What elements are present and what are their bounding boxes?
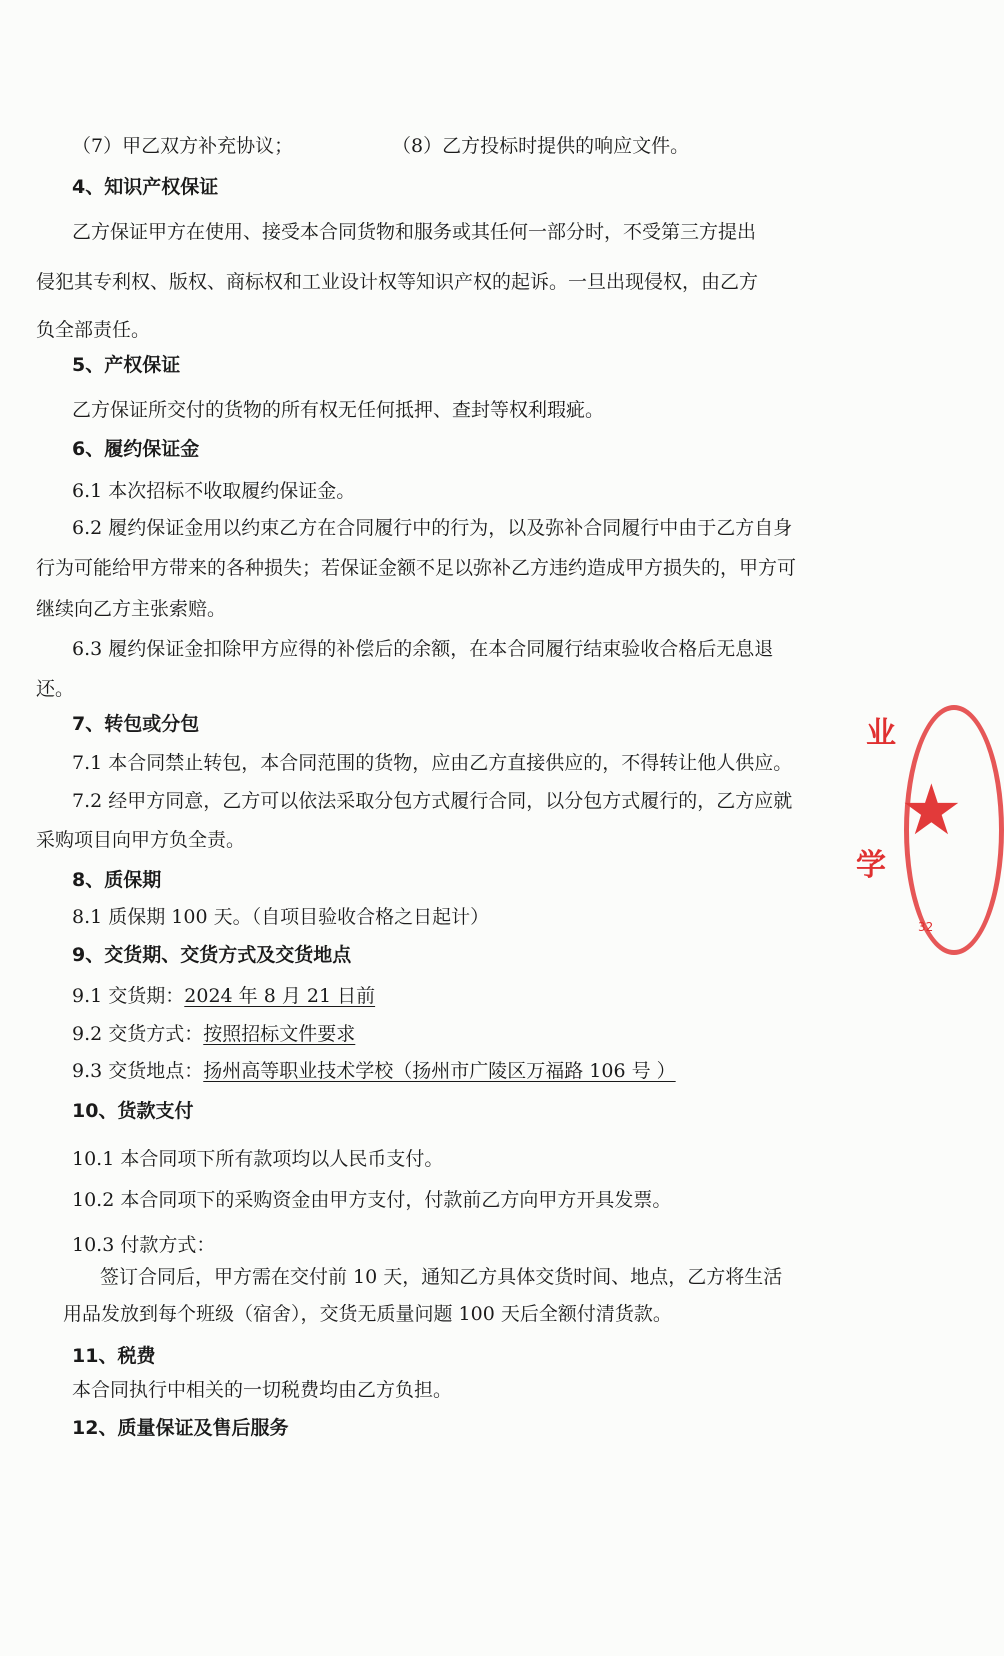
section-4-title: 4、知识产权保证 bbox=[72, 176, 219, 198]
delivery-place-value: 扬州高等职业技术学校（扬州市广陵区万福路 106 号 ） bbox=[203, 1060, 676, 1082]
section-7-title: 7、转包或分包 bbox=[72, 713, 200, 735]
delivery-place-label: 9.3 交货地点： bbox=[72, 1060, 204, 1082]
seal-star-icon: ★ bbox=[900, 769, 963, 851]
section-9-1 bbox=[72, 984, 375, 1008]
section-10-title: 10、货款支付 bbox=[72, 1100, 194, 1122]
section-12-title: 12、质量保证及售后服务 bbox=[72, 1417, 289, 1439]
delivery-period-label: 9.1 交货期： bbox=[72, 985, 185, 1007]
seal-number: 32 bbox=[918, 920, 934, 934]
section-9-title: 9、交货期、交货方式及交货地点 bbox=[72, 944, 352, 966]
section-10-3-line-2: 用品发放到每个班级（宿舍），交货无质量问题 100 天后全额付清货款。 bbox=[63, 1303, 672, 1325]
section-4-line-1: 乙方保证甲方在使用、接受本合同货物和服务或其任何一部分时，不受第三方提出 bbox=[72, 221, 757, 243]
section-5-title: 5、产权保证 bbox=[72, 354, 181, 376]
section-6-1: 6.1 本次招标不收取履约保证金。 bbox=[72, 480, 356, 502]
section-10-2: 10.2 本合同项下的采购资金由甲方支付，付款前乙方向甲方开具发票。 bbox=[72, 1189, 672, 1211]
section-10-3-line-1: 签订合同后，甲方需在交付前 10 天，通知乙方具体交货时间、地点，乙方将生活 bbox=[100, 1266, 783, 1288]
section-6-title: 6、履约保证金 bbox=[72, 438, 200, 460]
section-5-line-1: 乙方保证所交付的货物的所有权无任何抵押、查封等权利瑕疵。 bbox=[72, 399, 605, 421]
section-6-3-line-1: 6.3 履约保证金扣除甲方应得的补偿后的余额，在本合同履行结束验收合格后无息退 bbox=[72, 638, 774, 660]
section-4-line-3: 负全部责任。 bbox=[36, 319, 151, 341]
section-6-2-line-2: 行为可能给甲方带来的各种损失；若保证金额不足以弥补乙方违约造成甲方损失的，甲方可 bbox=[36, 557, 797, 579]
section-10-3: 10.3 付款方式： bbox=[72, 1234, 216, 1256]
seal-char-top: 业 bbox=[866, 716, 896, 751]
section-6-3-line-2: 还。 bbox=[36, 678, 75, 700]
section-8-title: 8、质保期 bbox=[72, 869, 162, 891]
section-9-3 bbox=[72, 1059, 676, 1083]
delivery-period-value: 2024 年 8 月 21 日前 bbox=[184, 985, 376, 1007]
section-11-text: 本合同执行中相关的一切税费均由乙方负担。 bbox=[72, 1379, 453, 1401]
section-4-line-2: 侵犯其专利权、版权、商标权和工业设计权等知识产权的起诉。一旦出现侵权，由乙方 bbox=[36, 271, 759, 293]
clause-8-item: （8）乙方投标时提供的响应文件。 bbox=[392, 135, 690, 157]
section-10-1: 10.1 本合同项下所有款项均以人民币支付。 bbox=[72, 1148, 444, 1170]
section-6-2-line-3: 继续向乙方主张索赔。 bbox=[36, 598, 227, 620]
clause-7-item: （7）甲乙双方补充协议； bbox=[72, 135, 294, 157]
section-7-2-line-2: 采购项目向甲方负全责。 bbox=[36, 829, 246, 851]
seal-char-bottom: 学 bbox=[856, 848, 886, 883]
section-7-2-line-1: 7.2 经甲方同意，乙方可以依法采取分包方式履行合同，以分包方式履行的，乙方应就 bbox=[72, 790, 793, 812]
delivery-method-label: 9.2 交货方式： bbox=[72, 1023, 204, 1045]
section-7-1: 7.1 本合同禁止转包，本合同范围的货物，应由乙方直接供应的，不得转让他人供应。 bbox=[72, 752, 793, 774]
delivery-method-value: 按照招标文件要求 bbox=[203, 1023, 356, 1045]
section-6-2-line-1: 6.2 履约保证金用以约束乙方在合同履行中的行为，以及弥补合同履行中由于乙方自身 bbox=[72, 517, 793, 539]
section-8-1: 8.1 质保期 100 天。（自项目验收合格之日起计） bbox=[72, 906, 490, 928]
section-9-2 bbox=[72, 1022, 355, 1046]
section-11-title: 11、税费 bbox=[72, 1345, 156, 1367]
